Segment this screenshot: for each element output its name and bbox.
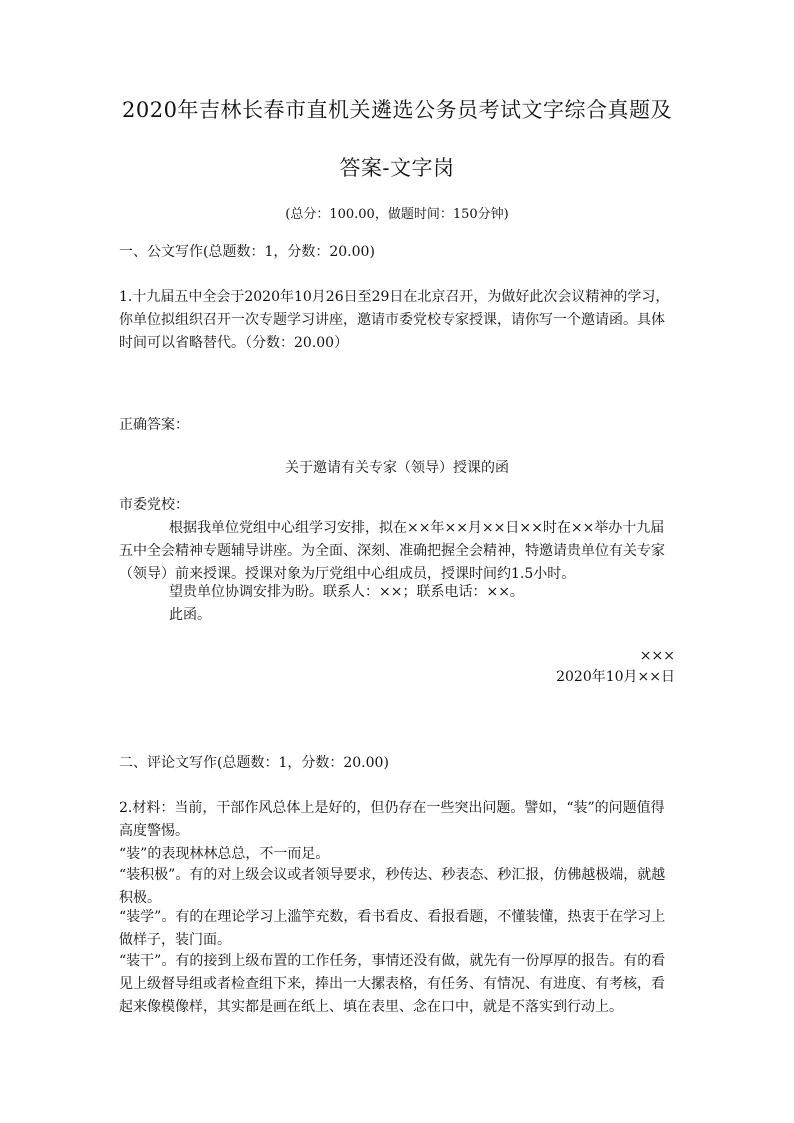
letter-signature: ××× (639, 648, 675, 664)
letter-title: 关于邀请有关专家（领导）授课的函 (285, 460, 509, 476)
section1-heading: 一、公文写作(总题数：1，分数：20.00) (119, 244, 375, 260)
material-paragraph: “装”的表现林林总总，不一而足。 (119, 846, 330, 862)
document-title-line-2: 答案-文字岗 (339, 156, 455, 180)
letter-body-paragraph-1: 根据我单位党组中心组学习安排，拟在××年××月××日××时在××举办十九届五中全会精神专题辅导讲座。为全面、深刻、准确把握全会精神，特邀请贵单位有关专家（领导）前来授课。授课对象为厅党组中心组成员，授课时间约1.5小时。 (119, 520, 665, 582)
letter-body-paragraph-2: 望贵单位协调安排为盼。联系人：××；联系电话：××。 (169, 584, 524, 600)
material-paragraph: 2.材料：当前，干部作风总体上是好的，但仍存在一些突出问题。譬如，“装”的问题值得高度警惕。 (119, 800, 665, 839)
letter-salutation: 市委党校： (119, 497, 189, 513)
exam-meta: (总分：100.00，做题时间：150分钟) (285, 207, 509, 222)
letter-date: 2020年10月××日 (556, 669, 675, 685)
section1-question: 1.十九届五中全会于2020年10月26日至29日在北京召开，为做好此次会议精神的学习，你单位拟组织召开一次专题学习讲座，邀请市委党校专家授课，请你写一个邀请函。具体时间可以省略替代。（分数：20.00） (119, 289, 670, 351)
letter-closing: 此函。 (169, 607, 211, 623)
answer-label: 正确答案： (119, 417, 189, 433)
material-paragraph: “装干”。有的接到上级布置的工作任务，事情还没有做，就先有一份厚厚的报告。有的看见上级督导组或者检查组下来，捧出一大摞表格，有任务、有情况、有进度、有考核，看起来像模像样，其实都是画在纸上、填在表里、念在口中，就是不落实到行动上。 (119, 953, 666, 1015)
section2-heading: 二、评论文写作(总题数：1，分数：20.00) (119, 755, 389, 771)
material-paragraph: “装学”。有的在理论学习上滥竽充数，看书看皮、看报看题，不懂装懂，热衷于在学习上做样子，装门面。 (119, 909, 666, 948)
material-paragraph: “装积极”。有的对上级会议或者领导要求，秒传达、秒表态、秒汇报，仿佛越极端，就越积极。 (119, 867, 666, 906)
document-title-line-1: 2020年吉林长春市直机关遴选公务员考试文字综合真题及 (122, 98, 672, 122)
